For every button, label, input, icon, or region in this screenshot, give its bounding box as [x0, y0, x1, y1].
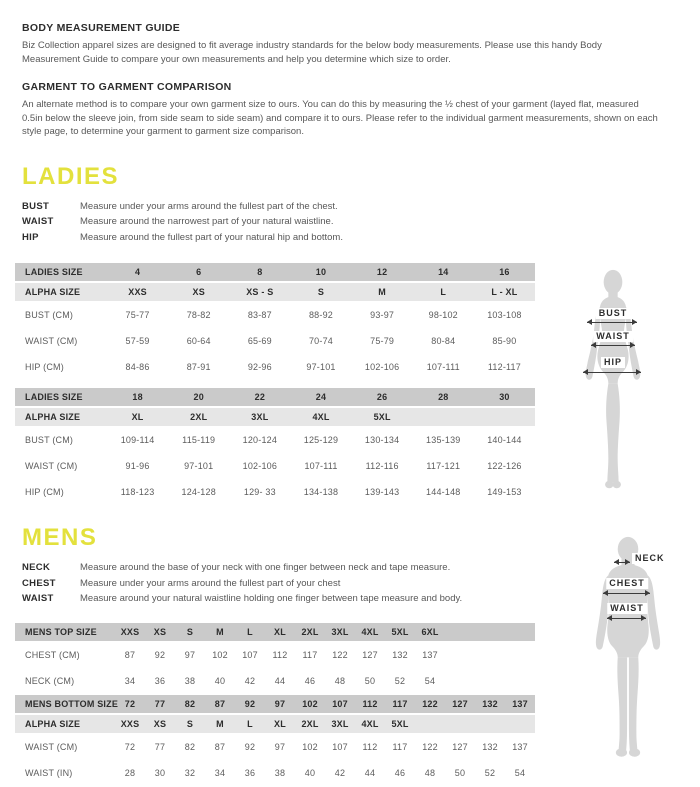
size-cell: 117	[385, 695, 415, 713]
size-cell: 127	[452, 741, 468, 752]
size-cell: 107-111	[304, 461, 338, 471]
size-cell	[445, 715, 475, 733]
definition-row	[22, 214, 700, 230]
size-cell: 4XL	[355, 623, 385, 641]
size-cell: 137	[422, 649, 438, 660]
size-cell: 22	[229, 388, 290, 406]
size-cell: 124-128	[181, 487, 216, 497]
size-cell: M	[205, 715, 235, 733]
row-label: MENS TOP SIZE	[15, 623, 115, 641]
size-cell	[475, 715, 505, 733]
guide-title: BODY MEASUREMENT GUIDE	[22, 22, 181, 34]
size-cell: XXS	[115, 715, 145, 733]
size-cell: XL	[265, 715, 295, 733]
female-silhouette-icon	[571, 261, 655, 499]
size-cell: 48	[334, 675, 346, 686]
chest-figure-label: CHEST	[606, 578, 648, 589]
size-cell: 30	[474, 388, 535, 406]
size-cell: S	[175, 623, 205, 641]
size-cell: 102-106	[364, 362, 400, 372]
size-cell: 42	[244, 675, 256, 686]
row-label: ALPHA SIZE	[15, 283, 107, 301]
ladies-definitions	[0, 199, 700, 246]
size-cell: 115-119	[182, 435, 216, 445]
definition-term: CHEST	[22, 577, 56, 589]
size-cell: 10	[290, 263, 351, 281]
size-cell: 107	[332, 741, 348, 752]
size-cell: 5XL	[352, 408, 413, 426]
waist-figure-label: WAIST	[593, 331, 633, 342]
size-cell: 72	[115, 695, 145, 713]
size-cell: 102	[302, 741, 318, 752]
size-cell: 42	[334, 767, 346, 778]
table-row	[15, 454, 535, 478]
size-cell: XL	[107, 408, 168, 426]
size-cell: 30	[154, 767, 166, 778]
size-cell: S	[175, 715, 205, 733]
size-cell: 137	[505, 695, 535, 713]
size-cell: 54	[514, 767, 526, 778]
size-cell: 57-59	[125, 336, 150, 346]
size-cell: XS	[145, 623, 175, 641]
size-cell: 14	[413, 263, 474, 281]
size-cell: 48	[424, 767, 436, 778]
ladies-section	[0, 162, 700, 507]
size-cell: 85-90	[492, 336, 517, 346]
size-cell: 60-64	[186, 336, 211, 346]
size-cell: 132	[482, 741, 498, 752]
size-cell: 4XL	[290, 408, 351, 426]
size-cell	[445, 669, 475, 693]
row-label: WAIST (CM)	[25, 461, 78, 471]
size-cell: 87	[205, 695, 235, 713]
row-label: LADIES SIZE	[15, 263, 107, 281]
waist-measure-arrow	[607, 618, 646, 619]
waist-figure-label: WAIST	[607, 603, 647, 614]
size-cell: 118-123	[120, 487, 155, 497]
definition-term: NECK	[22, 562, 51, 573]
table-row	[15, 263, 535, 281]
size-cell: 52	[484, 767, 496, 778]
table-row	[15, 715, 535, 733]
size-cell: 97	[265, 695, 295, 713]
size-cell: 102	[212, 649, 228, 660]
row-label: HIP (CM)	[25, 487, 64, 497]
size-cell	[415, 715, 445, 733]
size-cell: 28	[124, 767, 136, 778]
row-label: HIP (CM)	[25, 362, 64, 372]
size-cell: 46	[394, 767, 406, 778]
size-cell: 87	[214, 741, 226, 752]
size-cell: 36	[154, 675, 166, 686]
size-cell: 24	[290, 388, 351, 406]
size-cell: 139-143	[364, 487, 400, 497]
mens-size-table	[15, 621, 535, 787]
size-cell: 122	[415, 695, 445, 713]
size-cell: 28	[413, 388, 474, 406]
table-row	[15, 735, 535, 759]
table-row	[15, 355, 535, 379]
size-cell: 77	[145, 695, 175, 713]
row-label: MENS BOTTOM SIZE	[15, 695, 115, 713]
size-cell: 65-69	[247, 336, 272, 346]
ladies-size-table-2	[15, 386, 535, 506]
table-row	[15, 329, 535, 353]
size-cell: 112-117	[487, 362, 521, 372]
size-cell: 34	[214, 767, 226, 778]
bust-figure-label: BUST	[596, 308, 631, 319]
size-cell: M	[205, 623, 235, 641]
size-cell: 34	[124, 675, 136, 686]
definition-term: WAIST	[22, 216, 54, 227]
size-cell: 120-124	[242, 435, 278, 445]
ladies-tables	[0, 261, 535, 506]
definition-row	[22, 576, 550, 592]
definition-row	[22, 591, 550, 607]
size-cell: 2XL	[295, 715, 325, 733]
size-cell: 107	[325, 695, 355, 713]
size-cell: 5XL	[385, 715, 415, 733]
size-cell: 132	[392, 649, 408, 660]
table-row	[15, 480, 535, 504]
size-cell: 8	[229, 263, 290, 281]
row-label: WAIST (CM)	[25, 741, 78, 752]
size-cell: 149-153	[487, 487, 522, 497]
definition-text: Measure under your arms around the fullest part of your chest	[80, 577, 341, 589]
size-cell: 134-138	[303, 487, 339, 497]
size-cell	[475, 669, 505, 693]
size-cell: 50	[364, 675, 376, 686]
size-cell: 135-139	[426, 435, 461, 445]
size-cell: 122-126	[487, 461, 522, 471]
size-cell: 92	[244, 741, 256, 752]
size-cell: 87-91	[186, 362, 211, 372]
size-cell: 93-97	[370, 310, 395, 320]
size-cell: 122	[332, 649, 348, 660]
size-cell: 112	[355, 695, 385, 713]
size-cell: 129- 33	[243, 487, 276, 497]
size-cell: 46	[304, 675, 316, 686]
size-cell: 102-106	[242, 461, 278, 471]
ladies-size-table-1	[15, 261, 535, 381]
row-label: BUST (CM)	[25, 310, 74, 320]
size-cell: 78-82	[186, 310, 211, 320]
chest-measure-arrow	[603, 593, 650, 594]
size-cell: 144-148	[426, 487, 461, 497]
mens-section	[0, 526, 700, 787]
size-cell: XS	[168, 283, 229, 301]
size-cell: 97-101	[306, 362, 336, 372]
row-label: WAIST (IN)	[25, 767, 73, 778]
size-cell: 109-114	[120, 435, 155, 445]
size-cell: 4	[107, 263, 168, 281]
size-cell: 6	[168, 263, 229, 281]
size-cell: 102	[295, 695, 325, 713]
hip-figure-label: HIP	[601, 357, 625, 368]
table-row	[15, 669, 535, 693]
size-cell: 83-87	[247, 310, 272, 320]
size-cell: 54	[424, 675, 436, 686]
size-cell: 92-96	[247, 362, 272, 372]
size-cell: 117	[302, 649, 318, 660]
definition-text: Measure around your natural waistline holding one finger between tape measure and body.	[80, 593, 463, 604]
size-cell: 70-74	[308, 336, 333, 346]
table-row	[15, 623, 535, 641]
size-cell: 97-101	[184, 461, 214, 471]
definition-text: Measure around the fullest part of your natural hip and bottom.	[80, 231, 343, 243]
definition-term: BUST	[22, 200, 50, 212]
size-cell: 72	[124, 741, 136, 752]
definition-row	[22, 560, 550, 576]
size-cell: 5XL	[385, 623, 415, 641]
neck-measure-arrow	[614, 562, 630, 563]
size-cell	[505, 623, 535, 641]
size-cell: 6XL	[415, 623, 445, 641]
size-cell: XXS	[115, 623, 145, 641]
table-row	[15, 388, 535, 406]
size-cell: 38	[184, 675, 196, 686]
size-cell	[413, 408, 474, 426]
table-row	[15, 283, 535, 301]
table-row	[15, 695, 535, 713]
size-cell: 82	[184, 741, 196, 752]
size-cell: 44	[364, 767, 376, 778]
row-label: WAIST (CM)	[25, 336, 78, 346]
neck-figure-label: NECK	[632, 553, 668, 564]
size-cell	[505, 643, 535, 667]
size-cell: 12	[352, 263, 413, 281]
size-cell: L	[235, 623, 265, 641]
size-cell: 117-121	[426, 461, 461, 471]
size-cell: 4XL	[355, 715, 385, 733]
guide-description: Biz Collection apparel sizes are designed to fit average industry standards for the below body measurements. Please use this handy Body Measurement Guide to compare your own measurements and help you determine which size to order.	[22, 40, 602, 65]
size-cell: 122	[422, 741, 438, 752]
size-cell: 92	[235, 695, 265, 713]
size-cell: L - XL	[474, 283, 535, 301]
size-cell: 38	[274, 767, 286, 778]
size-cell	[445, 643, 475, 667]
definition-text: Measure under your arms around the fullest part of the chest.	[80, 200, 338, 212]
row-label: LADIES SIZE	[15, 388, 107, 406]
size-cell: 75-79	[370, 336, 395, 346]
size-cell: 112	[272, 649, 288, 660]
size-cell: 50	[454, 767, 466, 778]
size-cell: 2XL	[295, 623, 325, 641]
size-cell	[505, 715, 535, 733]
size-cell: 87	[124, 649, 136, 660]
size-cell	[475, 643, 505, 667]
table-row	[15, 761, 535, 785]
size-cell: 127	[362, 649, 378, 660]
size-cell	[474, 408, 535, 426]
intro-section	[0, 0, 700, 139]
size-cell: 130-134	[364, 435, 400, 445]
size-cell: 112	[362, 741, 378, 752]
definition-term: HIP	[22, 231, 39, 243]
mens-figure	[550, 526, 700, 761]
size-cell: 88-92	[308, 310, 333, 320]
bust-measure-arrow	[587, 322, 637, 323]
row-label: CHEST (CM)	[25, 649, 80, 660]
definition-text: Measure around the narrowest part of your natural waistline.	[80, 216, 334, 227]
size-cell: 92	[154, 649, 166, 660]
size-cell: 112-116	[365, 461, 399, 471]
size-cell: 2XL	[168, 408, 229, 426]
size-cell	[445, 623, 475, 641]
size-cell: XS - S	[229, 283, 290, 301]
size-cell: L	[235, 715, 265, 733]
size-cell: 32	[184, 767, 196, 778]
size-cell: XXS	[107, 283, 168, 301]
definition-text: Measure around the base of your neck with one finger between neck and tape measure.	[80, 562, 451, 573]
size-cell: 18	[107, 388, 168, 406]
size-cell: 107	[242, 649, 258, 660]
size-cell: 36	[244, 767, 256, 778]
size-cell: 77	[154, 741, 166, 752]
size-cell: 16	[474, 263, 535, 281]
mens-definitions	[0, 560, 550, 607]
size-cell: 84-86	[125, 362, 150, 372]
row-label: BUST (CM)	[25, 435, 74, 445]
size-cell: 127	[445, 695, 475, 713]
hip-measure-arrow	[583, 372, 641, 373]
size-cell: XL	[265, 623, 295, 641]
size-cell: 20	[168, 388, 229, 406]
size-cell: 98-102	[428, 310, 458, 320]
size-cell: 107-111	[426, 362, 460, 372]
size-cell: 44	[274, 675, 286, 686]
definition-term: WAIST	[22, 593, 54, 604]
size-cell: 82	[175, 695, 205, 713]
size-cell: 3XL	[325, 715, 355, 733]
row-label: NECK (CM)	[25, 675, 75, 686]
table-row	[15, 303, 535, 327]
size-cell	[505, 669, 535, 693]
ladies-figure	[535, 261, 685, 499]
row-label: ALPHA SIZE	[15, 408, 107, 426]
definition-row	[22, 199, 700, 215]
size-cell: 26	[352, 388, 413, 406]
comparison-description: An alternate method is to compare your own garment size to ours. You can do this by measuring the ½ chest of your garment (layed flat, measured 0.5in below the sleeve join, from side seam to side seam) and compare it to ours. Please refer to the individual garment measurements, shown on each style page, to determine your garment to garment size comparison.	[22, 99, 658, 137]
table-row	[15, 643, 535, 667]
table-row	[15, 428, 535, 452]
size-cell: 140-144	[487, 435, 522, 445]
size-cell: 3XL	[229, 408, 290, 426]
size-cell: 125-129	[303, 435, 339, 445]
size-cell: 103-108	[487, 310, 522, 320]
row-label: ALPHA SIZE	[15, 715, 115, 733]
size-cell: 52	[394, 675, 406, 686]
mens-tables	[0, 621, 550, 787]
comparison-title: GARMENT TO GARMENT COMPARISON	[22, 81, 232, 93]
table-row	[15, 408, 535, 426]
male-silhouette-icon	[586, 534, 670, 762]
ladies-heading: LADIES	[22, 162, 120, 190]
size-cell: XS	[145, 715, 175, 733]
size-cell: L	[413, 283, 474, 301]
size-cell	[475, 623, 505, 641]
size-cell: 97	[184, 649, 196, 660]
size-cell: 75-77	[125, 310, 150, 320]
size-cell: 91-96	[125, 461, 150, 471]
definition-row	[22, 230, 700, 246]
mens-heading: MENS	[22, 524, 98, 551]
size-cell: 117	[392, 741, 408, 752]
size-cell: 137	[512, 741, 528, 752]
size-cell: 40	[304, 767, 316, 778]
size-cell: 132	[475, 695, 505, 713]
size-cell: 40	[214, 675, 226, 686]
size-cell: 97	[274, 741, 286, 752]
size-cell: 3XL	[325, 623, 355, 641]
waist-measure-arrow	[591, 345, 635, 346]
size-cell: 80-84	[431, 336, 456, 346]
size-cell: M	[352, 283, 413, 301]
size-cell: S	[290, 283, 351, 301]
